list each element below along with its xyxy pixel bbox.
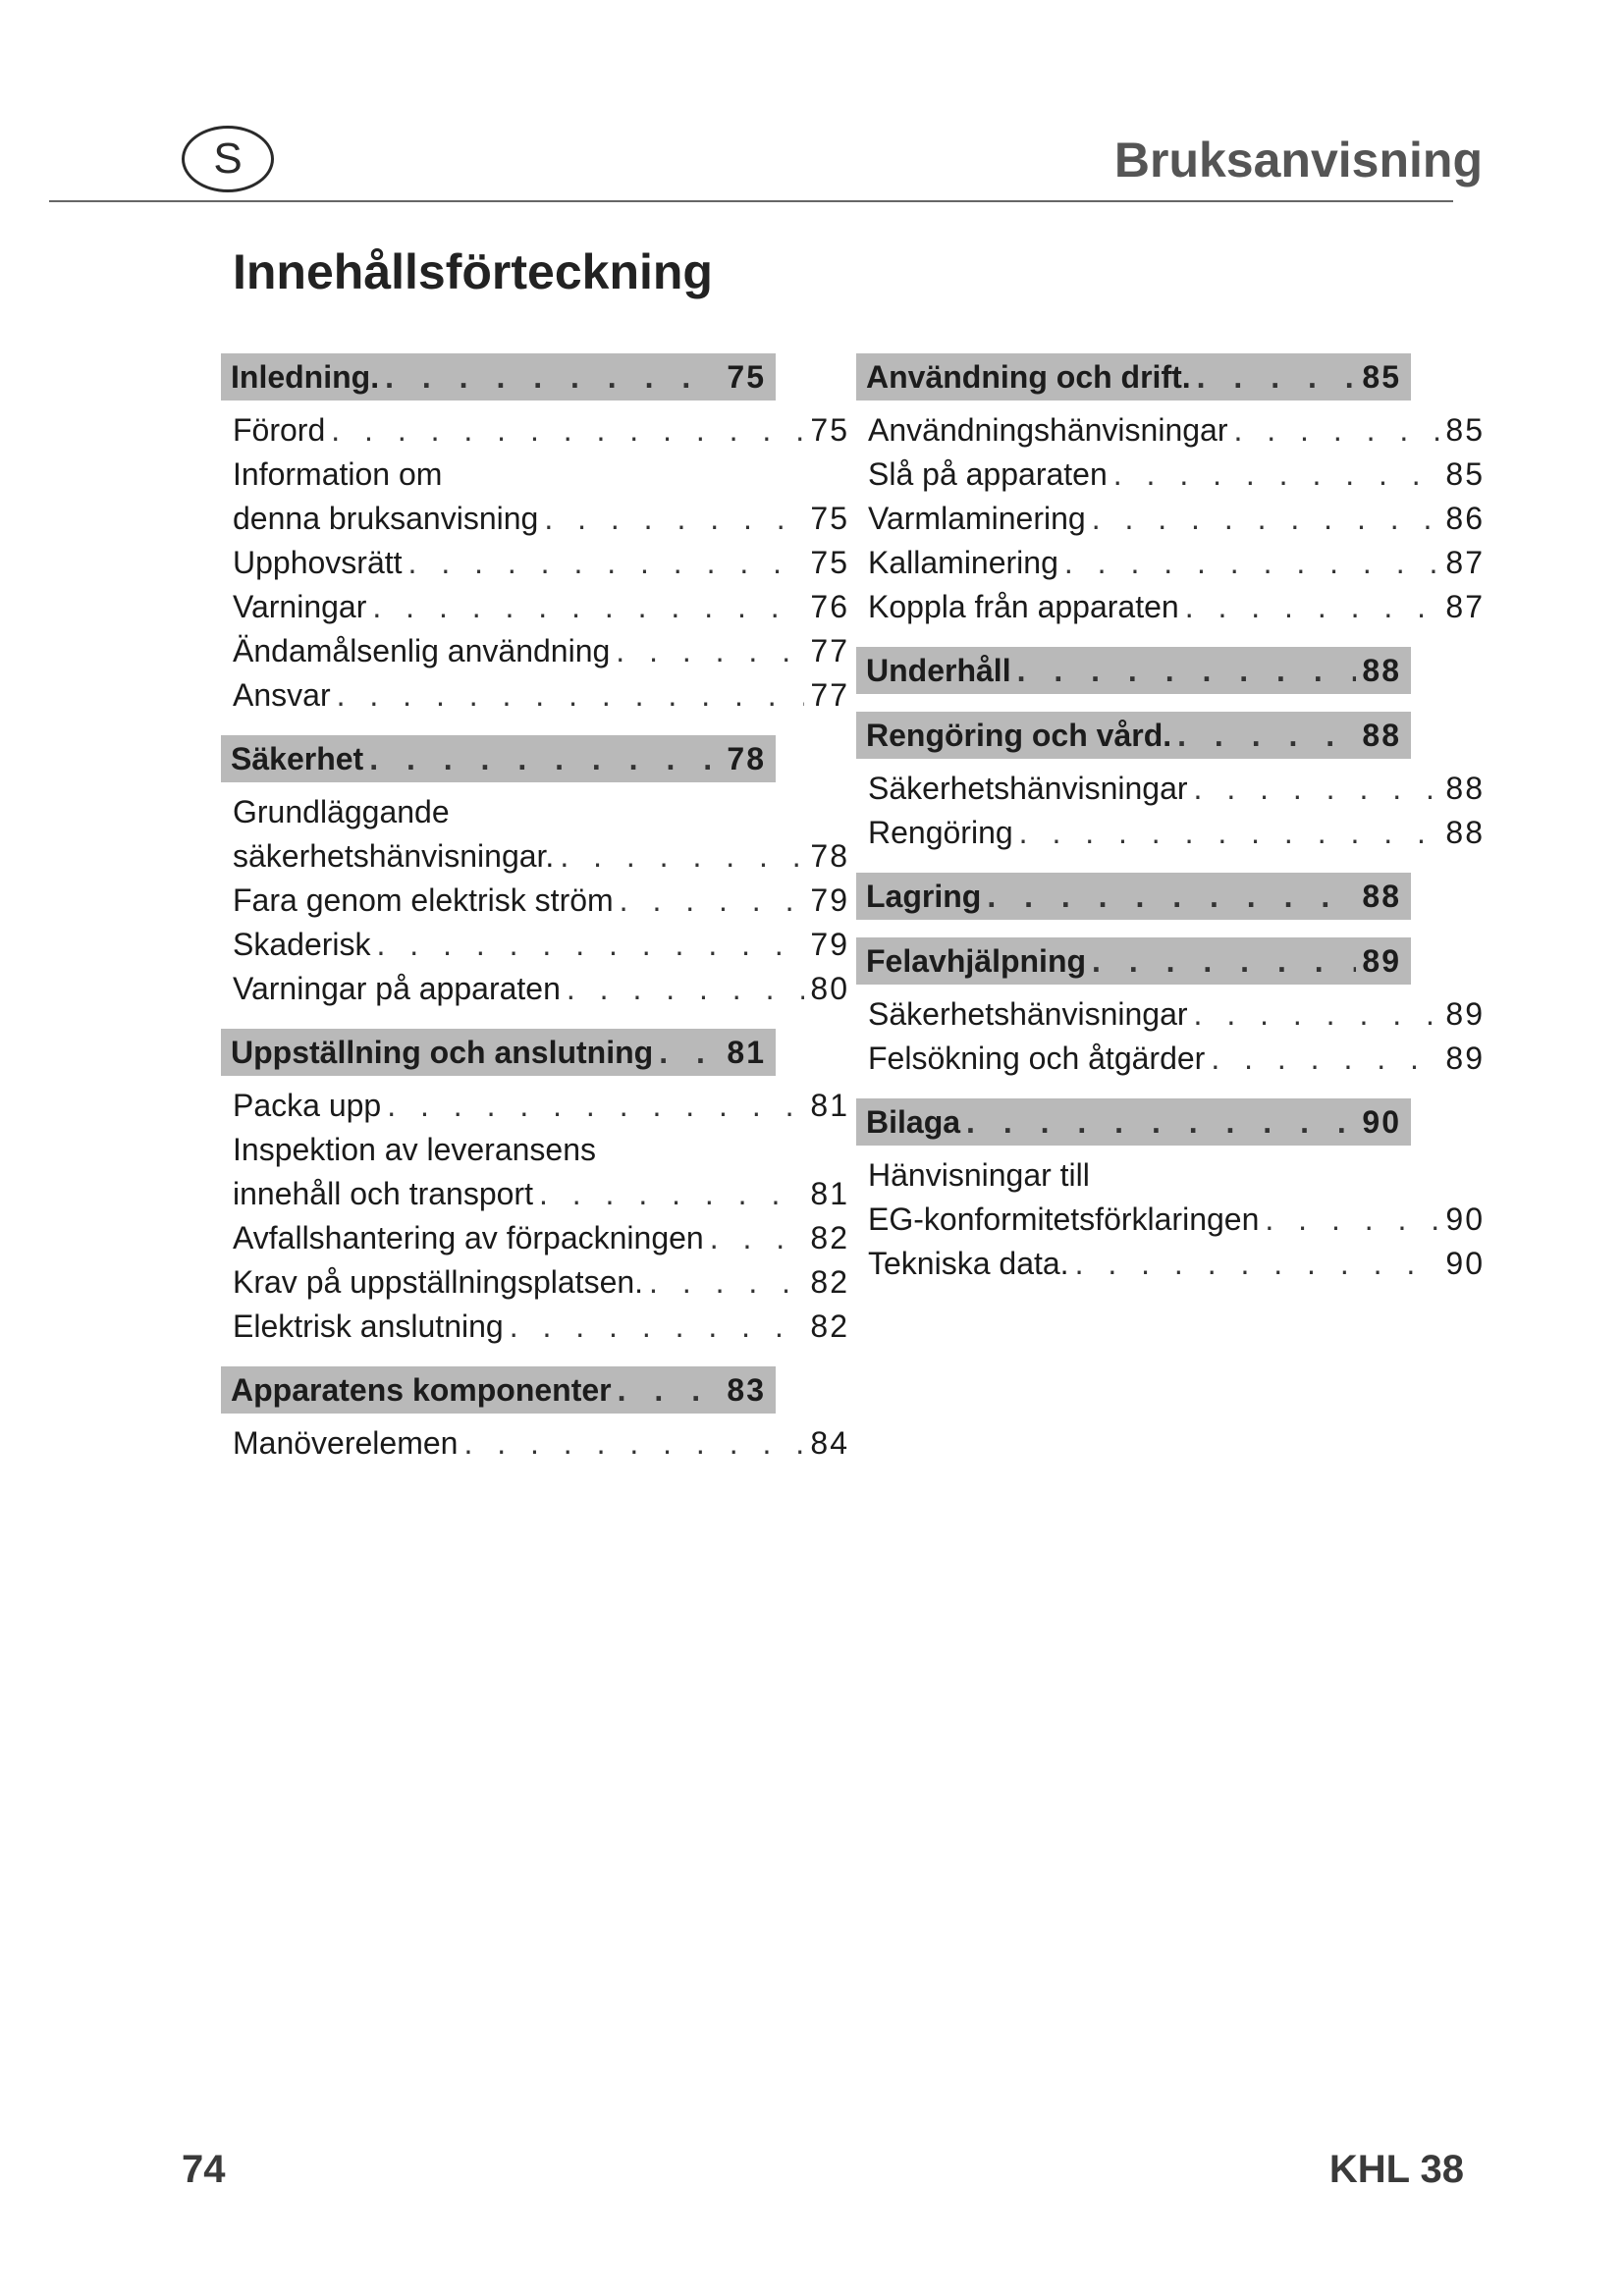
entry-page-number: 82: [810, 1220, 849, 1255]
dot-leader: [463, 1421, 804, 1466]
section-heading-label: Apparatens komponenter: [231, 1371, 612, 1408]
section-heading[interactable]: [221, 1366, 776, 1414]
toc-section: [221, 1366, 898, 1466]
entry-label: Varningar: [233, 589, 367, 624]
header-divider: [49, 200, 1453, 202]
entry-label-continued: denna bruksanvisning: [233, 501, 539, 536]
entry-label-continued: säkerhetshänvisningar.: [233, 838, 555, 874]
dot-leader: [567, 967, 805, 1011]
toc-entry[interactable]: [856, 585, 1485, 629]
toc-entry[interactable]: [856, 1242, 1485, 1286]
section-heading-label: Bilaga: [866, 1103, 961, 1140]
entry-label: Kallaminering: [868, 545, 1058, 580]
dot-leader: [539, 1172, 804, 1216]
entry-page-number: 90: [1445, 1201, 1485, 1237]
toc-section: [856, 937, 1534, 1081]
entry-page-number: 88: [1445, 815, 1485, 850]
toc-entry[interactable]: [221, 923, 849, 967]
section-heading-label: Inledning.: [231, 358, 380, 395]
toc-entry[interactable]: [221, 453, 849, 541]
dot-leader: [1092, 943, 1356, 980]
entry-page-number: 82: [810, 1308, 849, 1344]
toc-entry[interactable]: [221, 1305, 849, 1349]
entry-page-number: 85: [1445, 456, 1485, 492]
toc-entry[interactable]: [856, 408, 1485, 453]
toc-entry[interactable]: [221, 1084, 849, 1128]
entry-label: Säkerhetshänvisningar: [868, 771, 1188, 806]
page-header: [49, 118, 1483, 206]
entry-label: Manöverelemen: [233, 1425, 459, 1461]
model-name: KHL 38: [1328, 2148, 1464, 2191]
section-heading-label: Uppställning och anslutning: [231, 1034, 654, 1070]
entry-label: Upphovsrätt: [233, 545, 403, 580]
toc-entry[interactable]: [221, 541, 849, 585]
entry-page-number: 75: [810, 545, 849, 580]
section-heading-label: Rengöring och vård.: [866, 717, 1172, 753]
entry-label: Säkerhetshänvisningar: [868, 996, 1188, 1032]
entry-label-continued: innehåll och transport: [233, 1176, 533, 1211]
page-number: 74: [182, 2148, 226, 2191]
language-badge: S: [182, 126, 274, 192]
entry-page-number: 86: [1445, 501, 1485, 536]
entry-page-number: 79: [810, 882, 849, 918]
entry-label: Elektrisk anslutning: [233, 1308, 504, 1344]
dot-leader: [331, 408, 804, 453]
entry-label: Felsökning och åtgärder: [868, 1041, 1206, 1076]
entry-page-number: 85: [1445, 412, 1485, 448]
section-heading[interactable]: [856, 353, 1411, 400]
entry-page-number: 79: [810, 927, 849, 962]
dot-leader: [710, 1216, 805, 1260]
toc-section: [856, 353, 1534, 629]
toc-entry[interactable]: [221, 1216, 849, 1260]
dot-leader: [1075, 1242, 1440, 1286]
toc-right-column: [856, 353, 1534, 1304]
section-heading[interactable]: [221, 735, 776, 782]
entry-label: Avfallshantering av förpackningen: [233, 1220, 704, 1255]
entry-page-number: 75: [810, 412, 849, 448]
toc-entry[interactable]: [221, 1421, 849, 1466]
toc-entry[interactable]: [221, 629, 849, 673]
toc-entry[interactable]: [856, 1153, 1485, 1242]
toc-section: [856, 712, 1534, 855]
toc-section: [856, 647, 1534, 694]
entry-page-number: 82: [810, 1264, 849, 1300]
entry-label: Fara genom elektrisk ström: [233, 882, 614, 918]
entry-page-number: 81: [810, 1088, 849, 1123]
toc-section: [856, 873, 1534, 920]
toc-entry[interactable]: [221, 585, 849, 629]
toc-entry[interactable]: [856, 811, 1485, 855]
dot-leader: [966, 1104, 1356, 1141]
toc-entry[interactable]: [856, 453, 1485, 497]
section-page-number: 89: [1362, 942, 1401, 979]
entry-label: Information om: [233, 456, 443, 492]
dot-leader: [618, 1372, 722, 1409]
entry-line: [233, 497, 849, 541]
dot-leader: [649, 1260, 804, 1305]
section-page-number: 81: [727, 1034, 766, 1070]
dot-leader: [1265, 1198, 1439, 1242]
toc-section: [221, 735, 898, 1011]
dot-leader: [1017, 653, 1357, 689]
entry-label: Tekniska data.: [868, 1246, 1069, 1281]
section-heading-label: Lagring: [866, 878, 982, 914]
dot-leader: [659, 1035, 721, 1071]
entry-label: Packa upp: [233, 1088, 382, 1123]
entry-page-number: 87: [1445, 589, 1485, 624]
dot-leader: [1064, 541, 1440, 585]
dot-leader: [620, 879, 805, 923]
entry-label: Ansvar: [233, 677, 331, 713]
entry-label: Varmlaminering: [868, 501, 1086, 536]
dot-leader: [1177, 718, 1356, 754]
entry-line: [233, 1172, 849, 1216]
entry-page-number: 77: [810, 633, 849, 668]
entry-line: [868, 1198, 1485, 1242]
toc-section: [221, 353, 898, 718]
entry-page-number: 87: [1445, 545, 1485, 580]
toc-entry[interactable]: [856, 1037, 1485, 1081]
dot-leader: [1092, 497, 1440, 541]
entry-page-number: 76: [810, 589, 849, 624]
entry-page-number: 77: [810, 677, 849, 713]
dot-leader: [1113, 453, 1440, 497]
entry-page-number: 90: [1445, 1246, 1485, 1281]
entry-label: Grundläggande: [233, 794, 450, 829]
section-page-number: 85: [1362, 358, 1401, 395]
toc-entry[interactable]: [856, 497, 1485, 541]
entry-label-continued: EG-konformitetsförklaringen: [868, 1201, 1260, 1237]
section-heading-label: Underhåll: [866, 652, 1011, 688]
section-page-number: 88: [1362, 652, 1401, 688]
dot-leader: [385, 359, 721, 396]
section-heading[interactable]: [221, 1029, 776, 1076]
dot-leader: [1019, 811, 1440, 855]
toc-section: [856, 1098, 1534, 1286]
entry-label: Förord: [233, 412, 326, 448]
dot-leader: [377, 923, 805, 967]
toc-entry[interactable]: [856, 767, 1485, 811]
section-page-number: 90: [1362, 1103, 1401, 1140]
entry-label: Ändamålsenlig användning: [233, 633, 611, 668]
entry-page-number: 84: [810, 1425, 849, 1461]
section-heading-label: Säkerhet: [231, 740, 364, 776]
toc-entry[interactable]: [856, 992, 1485, 1037]
section-page-number: 88: [1362, 878, 1401, 914]
toc-entry[interactable]: [221, 1260, 849, 1305]
page-title: Innehållsförteckning: [233, 244, 713, 299]
dot-leader: [1194, 767, 1440, 811]
dot-leader: [1185, 585, 1440, 629]
section-heading[interactable]: [856, 712, 1411, 759]
toc-entry[interactable]: [221, 408, 849, 453]
entry-line: [233, 834, 849, 879]
toc-entry[interactable]: [856, 541, 1485, 585]
toc-section: [221, 1029, 898, 1349]
section-page-number: 83: [727, 1371, 766, 1408]
dot-leader: [616, 629, 804, 673]
entry-label: Skaderisk: [233, 927, 371, 962]
dot-leader: [372, 585, 804, 629]
toc-left-column: [221, 353, 898, 1483]
entry-label: Rengöring: [868, 815, 1013, 850]
entry-label: Användningshänvisningar: [868, 412, 1228, 448]
section-heading[interactable]: [856, 1098, 1411, 1146]
toc-entry[interactable]: [221, 790, 849, 879]
dot-leader: [560, 834, 804, 879]
entry-page-number: 75: [810, 501, 849, 536]
dot-leader: [510, 1305, 805, 1349]
section-heading[interactable]: [221, 353, 776, 400]
section-heading-label: Felavhjälpning: [866, 942, 1087, 979]
section-heading[interactable]: [856, 873, 1411, 920]
entry-page-number: 78: [810, 838, 849, 874]
entry-label: Varningar på apparaten: [233, 971, 561, 1006]
dot-leader: [337, 673, 805, 718]
dot-leader: [1211, 1037, 1439, 1081]
entry-page-number: 88: [1445, 771, 1485, 806]
dot-leader: [1197, 359, 1357, 396]
dot-leader: [369, 741, 721, 777]
section-heading[interactable]: [856, 647, 1411, 694]
dot-leader: [387, 1084, 804, 1128]
entry-page-number: 81: [810, 1176, 849, 1211]
section-heading[interactable]: [856, 937, 1411, 985]
toc-entry[interactable]: [221, 1128, 849, 1216]
toc-entry[interactable]: [221, 879, 849, 923]
entry-label: Koppla från apparaten: [868, 589, 1179, 624]
toc-entry[interactable]: [221, 673, 849, 718]
entry-page-number: 80: [810, 971, 849, 1006]
dot-leader: [408, 541, 805, 585]
entry-label: Inspektion av leveransens: [233, 1132, 596, 1167]
entry-label: Krav på uppställningsplatsen.: [233, 1264, 644, 1300]
toc-entry[interactable]: [221, 967, 849, 1011]
section-page-number: 78: [727, 740, 766, 776]
entry-label: Hänvisningar till: [868, 1157, 1090, 1193]
entry-label: Slå på apparaten: [868, 456, 1108, 492]
section-page-number: 75: [727, 358, 766, 395]
header-title: Bruksanvisning: [1113, 133, 1483, 187]
dot-leader: [1233, 408, 1439, 453]
dot-leader: [987, 879, 1356, 915]
entry-page-number: 89: [1445, 1041, 1485, 1076]
dot-leader: [544, 497, 804, 541]
dot-leader: [1194, 992, 1440, 1037]
entry-page-number: 89: [1445, 996, 1485, 1032]
section-heading-label: Användning och drift.: [866, 358, 1191, 395]
section-page-number: 88: [1362, 717, 1401, 753]
